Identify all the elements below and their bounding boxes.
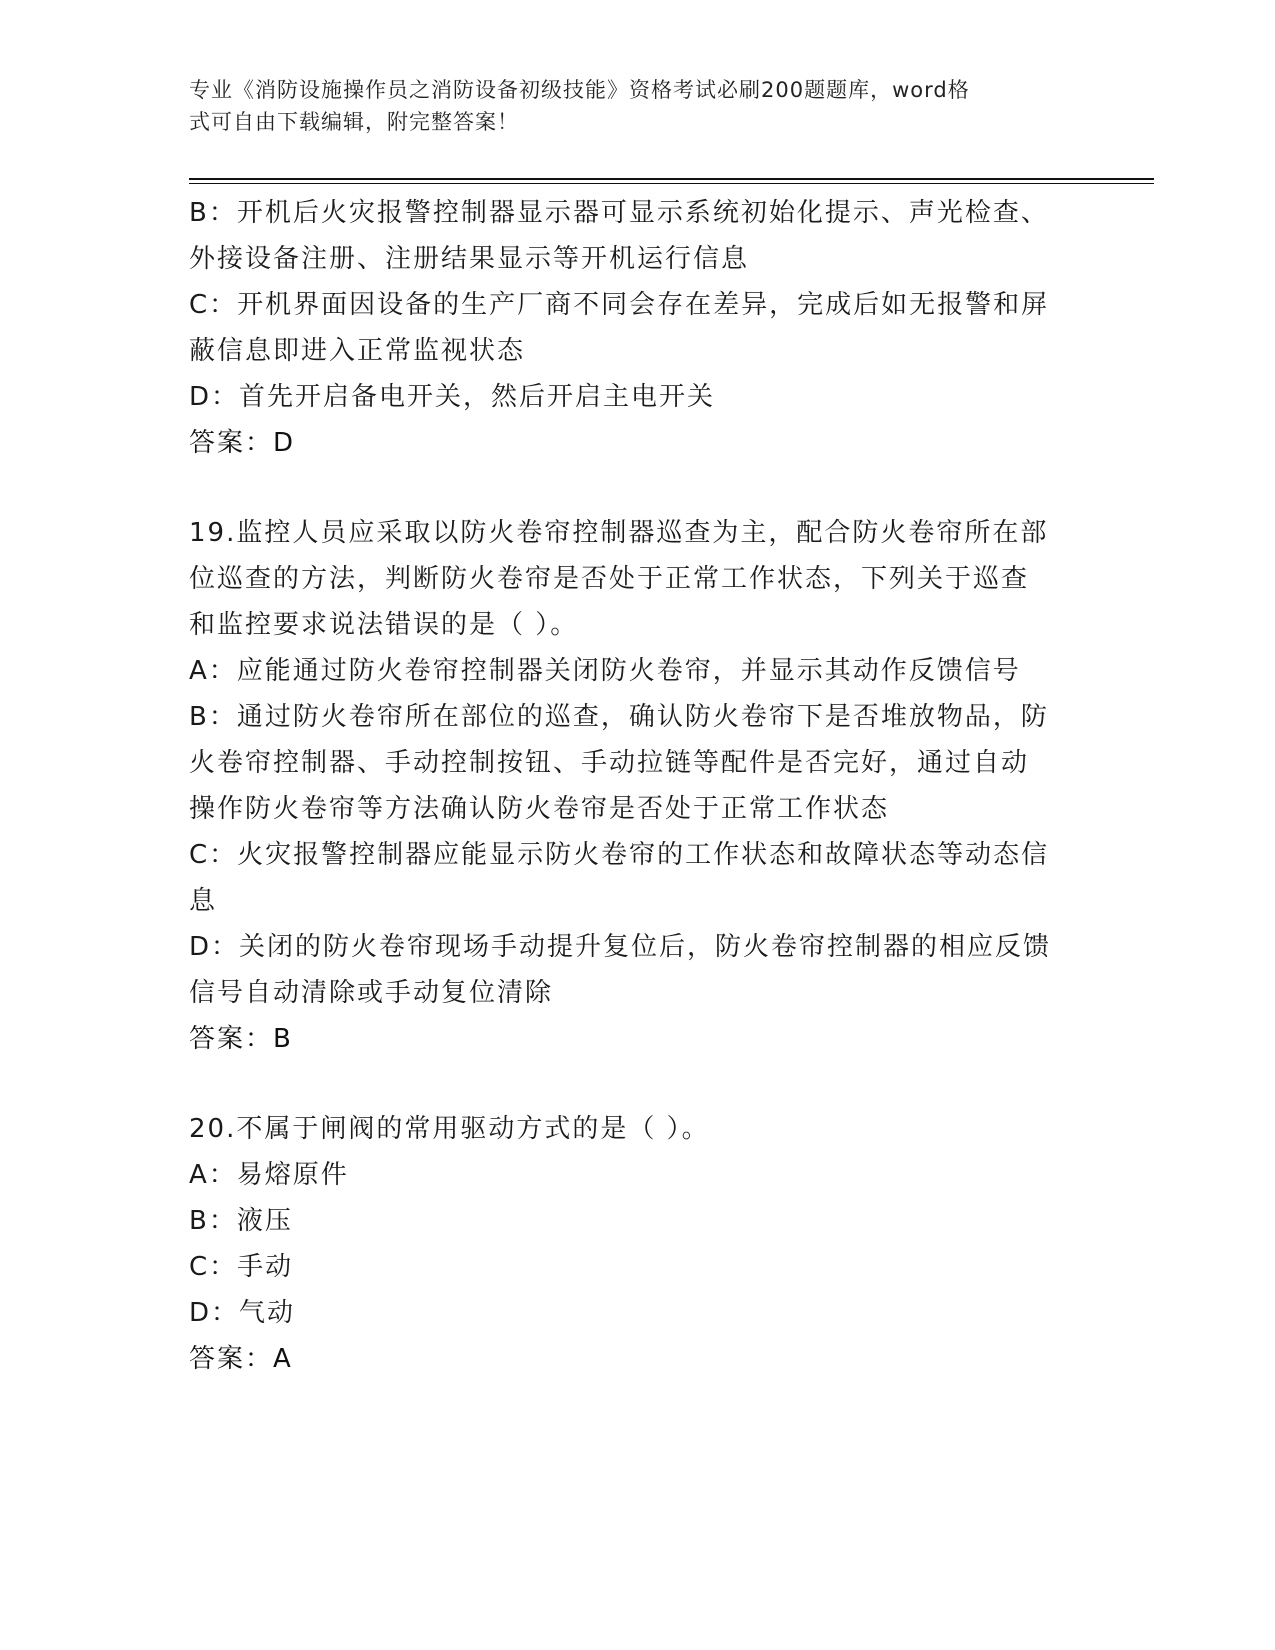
q19-stem bbox=[189, 510, 1094, 648]
q18-option-b-line-1: B：开机后火灾报警控制器显示器可显示系统初始化提示、声光检查、 bbox=[189, 198, 1049, 228]
q18-option-c bbox=[189, 282, 1094, 374]
q19-answer: 答案：B bbox=[189, 1024, 293, 1054]
q19-option-d-line-1: D：关闭的防火卷帘现场手动提升复位后，防火卷帘控制器的相应反馈 bbox=[189, 932, 1052, 962]
q19-option-b bbox=[189, 694, 1094, 832]
header-line-2: 式可自由下载编辑，附完整答案！ bbox=[189, 110, 519, 134]
q19-option-d bbox=[189, 924, 1094, 1016]
q19-option-a bbox=[189, 648, 1094, 694]
q19-option-c bbox=[189, 832, 1094, 924]
document-body bbox=[189, 190, 1094, 1382]
header-divider-thin bbox=[189, 183, 1154, 184]
q20-option-d: D：气动 bbox=[189, 1298, 296, 1328]
page-header bbox=[189, 74, 1079, 138]
q18-option-b-line-2: 外接设备注册、注册结果显示等开机运行信息 bbox=[189, 244, 750, 274]
q18-answer: 答案：D bbox=[189, 428, 296, 458]
q18-option-c-line-2: 蔽信息即进入正常监视状态 bbox=[189, 336, 526, 366]
q19-stem-line-1: 19.监控人员应采取以防火卷帘控制器巡查为主，配合防火卷帘所在部 bbox=[189, 518, 1049, 548]
q19-option-d-line-2: 信号自动清除或手动复位清除 bbox=[189, 978, 554, 1008]
q18-option-d-line-1: D：首先开启备电开关，然后开启主电开关 bbox=[189, 382, 716, 412]
question-20 bbox=[189, 1106, 1094, 1382]
q19-option-c-line-1: C：火灾报警控制器应能显示防火卷帘的工作状态和故障状态等动态信 bbox=[189, 840, 1050, 870]
q19-stem-line-3: 和监控要求说法错误的是（ ）。 bbox=[189, 610, 579, 640]
q19-stem-line-2: 位巡查的方法，判断防火卷帘是否处于正常工作状态，下列关于巡查 bbox=[189, 564, 1030, 594]
q20-option-a: A：易熔原件 bbox=[189, 1160, 349, 1190]
spacer bbox=[189, 1062, 1094, 1106]
header-divider bbox=[189, 178, 1154, 180]
header-line-1: 专业《消防设施操作员之消防设备初级技能》资格考试必刷200题题库，word格 bbox=[189, 78, 970, 102]
q20-stem-line-1: 20.不属于闸阀的常用驱动方式的是（ ）。 bbox=[189, 1114, 710, 1144]
q20-option-c: C：手动 bbox=[189, 1252, 294, 1282]
q19-option-a-line-1: A：应能通过防火卷帘控制器关闭防火卷帘，并显示其动作反馈信号 bbox=[189, 656, 1021, 686]
q20-option-b: B：液压 bbox=[189, 1206, 293, 1236]
q19-option-c-line-2: 息 bbox=[189, 886, 218, 916]
spacer bbox=[189, 466, 1094, 510]
q19-option-b-line-3: 操作防火卷帘等方法确认防火卷帘是否处于正常工作状态 bbox=[189, 794, 890, 824]
q18-option-c-line-1: C：开机界面因设备的生产厂商不同会存在差异，完成后如无报警和屏 bbox=[189, 290, 1050, 320]
q19-option-b-line-1: B：通过防火卷帘所在部位的巡查，确认防火卷帘下是否堆放物品，防 bbox=[189, 702, 1049, 732]
q18-option-b bbox=[189, 190, 1094, 282]
question-18-continued bbox=[189, 190, 1094, 466]
q20-answer: 答案：A bbox=[189, 1344, 293, 1374]
q20-stem bbox=[189, 1106, 1094, 1152]
q19-option-b-line-2: 火卷帘控制器、手动控制按钮、手动拉链等配件是否完好，通过自动 bbox=[189, 748, 1030, 778]
question-19 bbox=[189, 510, 1094, 1062]
q18-option-d bbox=[189, 374, 1094, 420]
